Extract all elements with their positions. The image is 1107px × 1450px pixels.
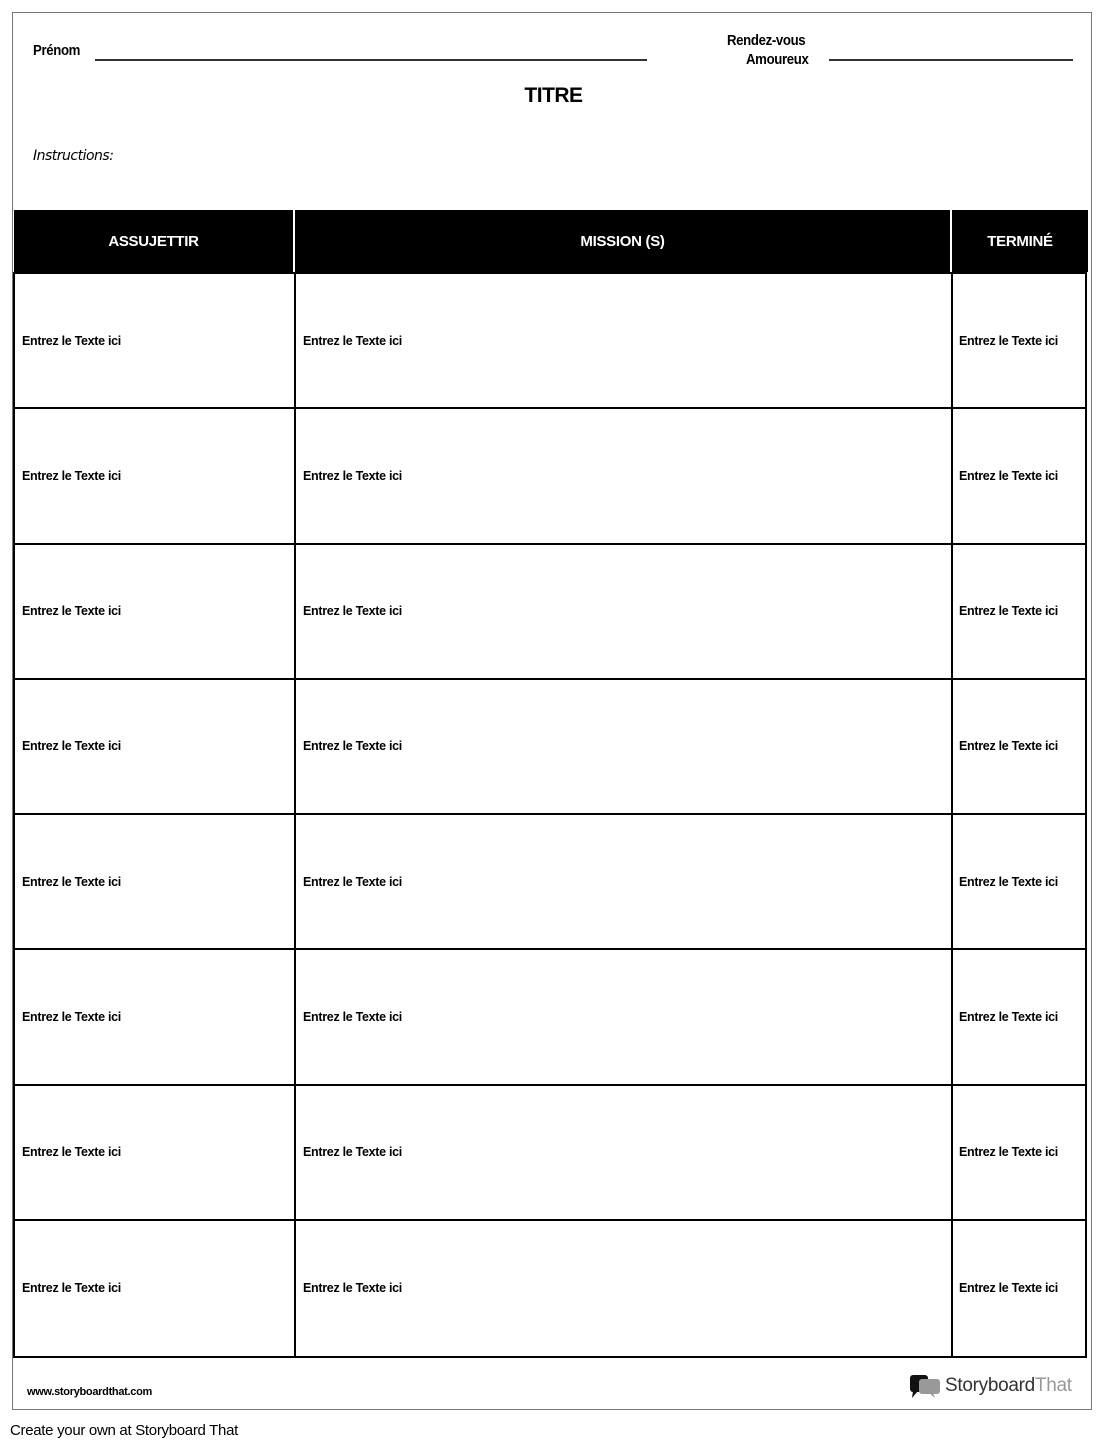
footer-url: www.storyboardthat.com — [27, 1386, 153, 1398]
table-cell-done[interactable]: Entrez le Texte ici — [952, 545, 1087, 680]
column-header-subject: ASSUJETTIR — [14, 210, 293, 272]
table-cell-mission[interactable]: Entrez le Texte ici — [296, 274, 953, 409]
assignment-table — [13, 272, 1087, 1358]
page-title: TITRE — [524, 84, 583, 107]
table-cell-subject[interactable]: Entrez le Texte ici — [15, 274, 296, 409]
table-cell-subject[interactable]: Entrez le Texte ici — [15, 545, 296, 680]
table-cell-mission[interactable]: Entrez le Texte ici — [296, 409, 953, 544]
table-cell-mission[interactable]: Entrez le Texte ici — [296, 815, 953, 950]
column-header-mission: MISSION (S) — [295, 210, 950, 272]
table-cell-done[interactable]: Entrez le Texte ici — [952, 950, 1087, 1085]
table-cell-subject[interactable]: Entrez le Texte ici — [15, 409, 296, 544]
table-cell-mission[interactable]: Entrez le Texte ici — [296, 545, 953, 680]
table-cell-done[interactable]: Entrez le Texte ici — [952, 680, 1087, 815]
table-cell-subject[interactable]: Entrez le Texte ici — [15, 1221, 296, 1356]
table-cell-mission[interactable]: Entrez le Texte ici — [296, 1086, 953, 1221]
date-label-line2: Amoureux — [746, 51, 809, 68]
table-cell-done[interactable]: Entrez le Texte ici — [952, 409, 1087, 544]
name-line[interactable] — [95, 59, 647, 61]
instructions-label: Instructions: — [33, 148, 114, 164]
create-your-own-link[interactable]: Create your own at Storyboard That — [10, 1422, 238, 1439]
table-cell-subject[interactable]: Entrez le Texte ici — [15, 950, 296, 1085]
table-cell-mission[interactable]: Entrez le Texte ici — [296, 950, 953, 1085]
logo-text-that: That — [1034, 1375, 1072, 1396]
storyboardthat-logo — [909, 1374, 1072, 1398]
date-line[interactable] — [829, 59, 1073, 61]
table-cell-done[interactable]: Entrez le Texte ici — [952, 1086, 1087, 1221]
table-cell-done[interactable]: Entrez le Texte ici — [952, 274, 1087, 409]
table-cell-subject[interactable]: Entrez le Texte ici — [15, 815, 296, 950]
table-cell-mission[interactable]: Entrez le Texte ici — [296, 680, 953, 815]
name-label: Prénom — [33, 42, 81, 59]
table-cell-subject[interactable]: Entrez le Texte ici — [15, 1086, 296, 1221]
table-cell-done[interactable]: Entrez le Texte ici — [952, 815, 1087, 950]
table-cell-mission[interactable]: Entrez le Texte ici — [296, 1221, 953, 1356]
logo-text-storyboard: Storyboard — [945, 1375, 1035, 1396]
table-cell-done[interactable]: Entrez le Texte ici — [959, 1281, 1058, 1296]
speech-bubbles-icon — [909, 1374, 941, 1398]
column-header-done: TERMINÉ — [952, 210, 1088, 272]
table-cell-subject[interactable]: Entrez le Texte ici — [15, 680, 296, 815]
date-label-line1: Rendez-vous — [727, 32, 806, 49]
